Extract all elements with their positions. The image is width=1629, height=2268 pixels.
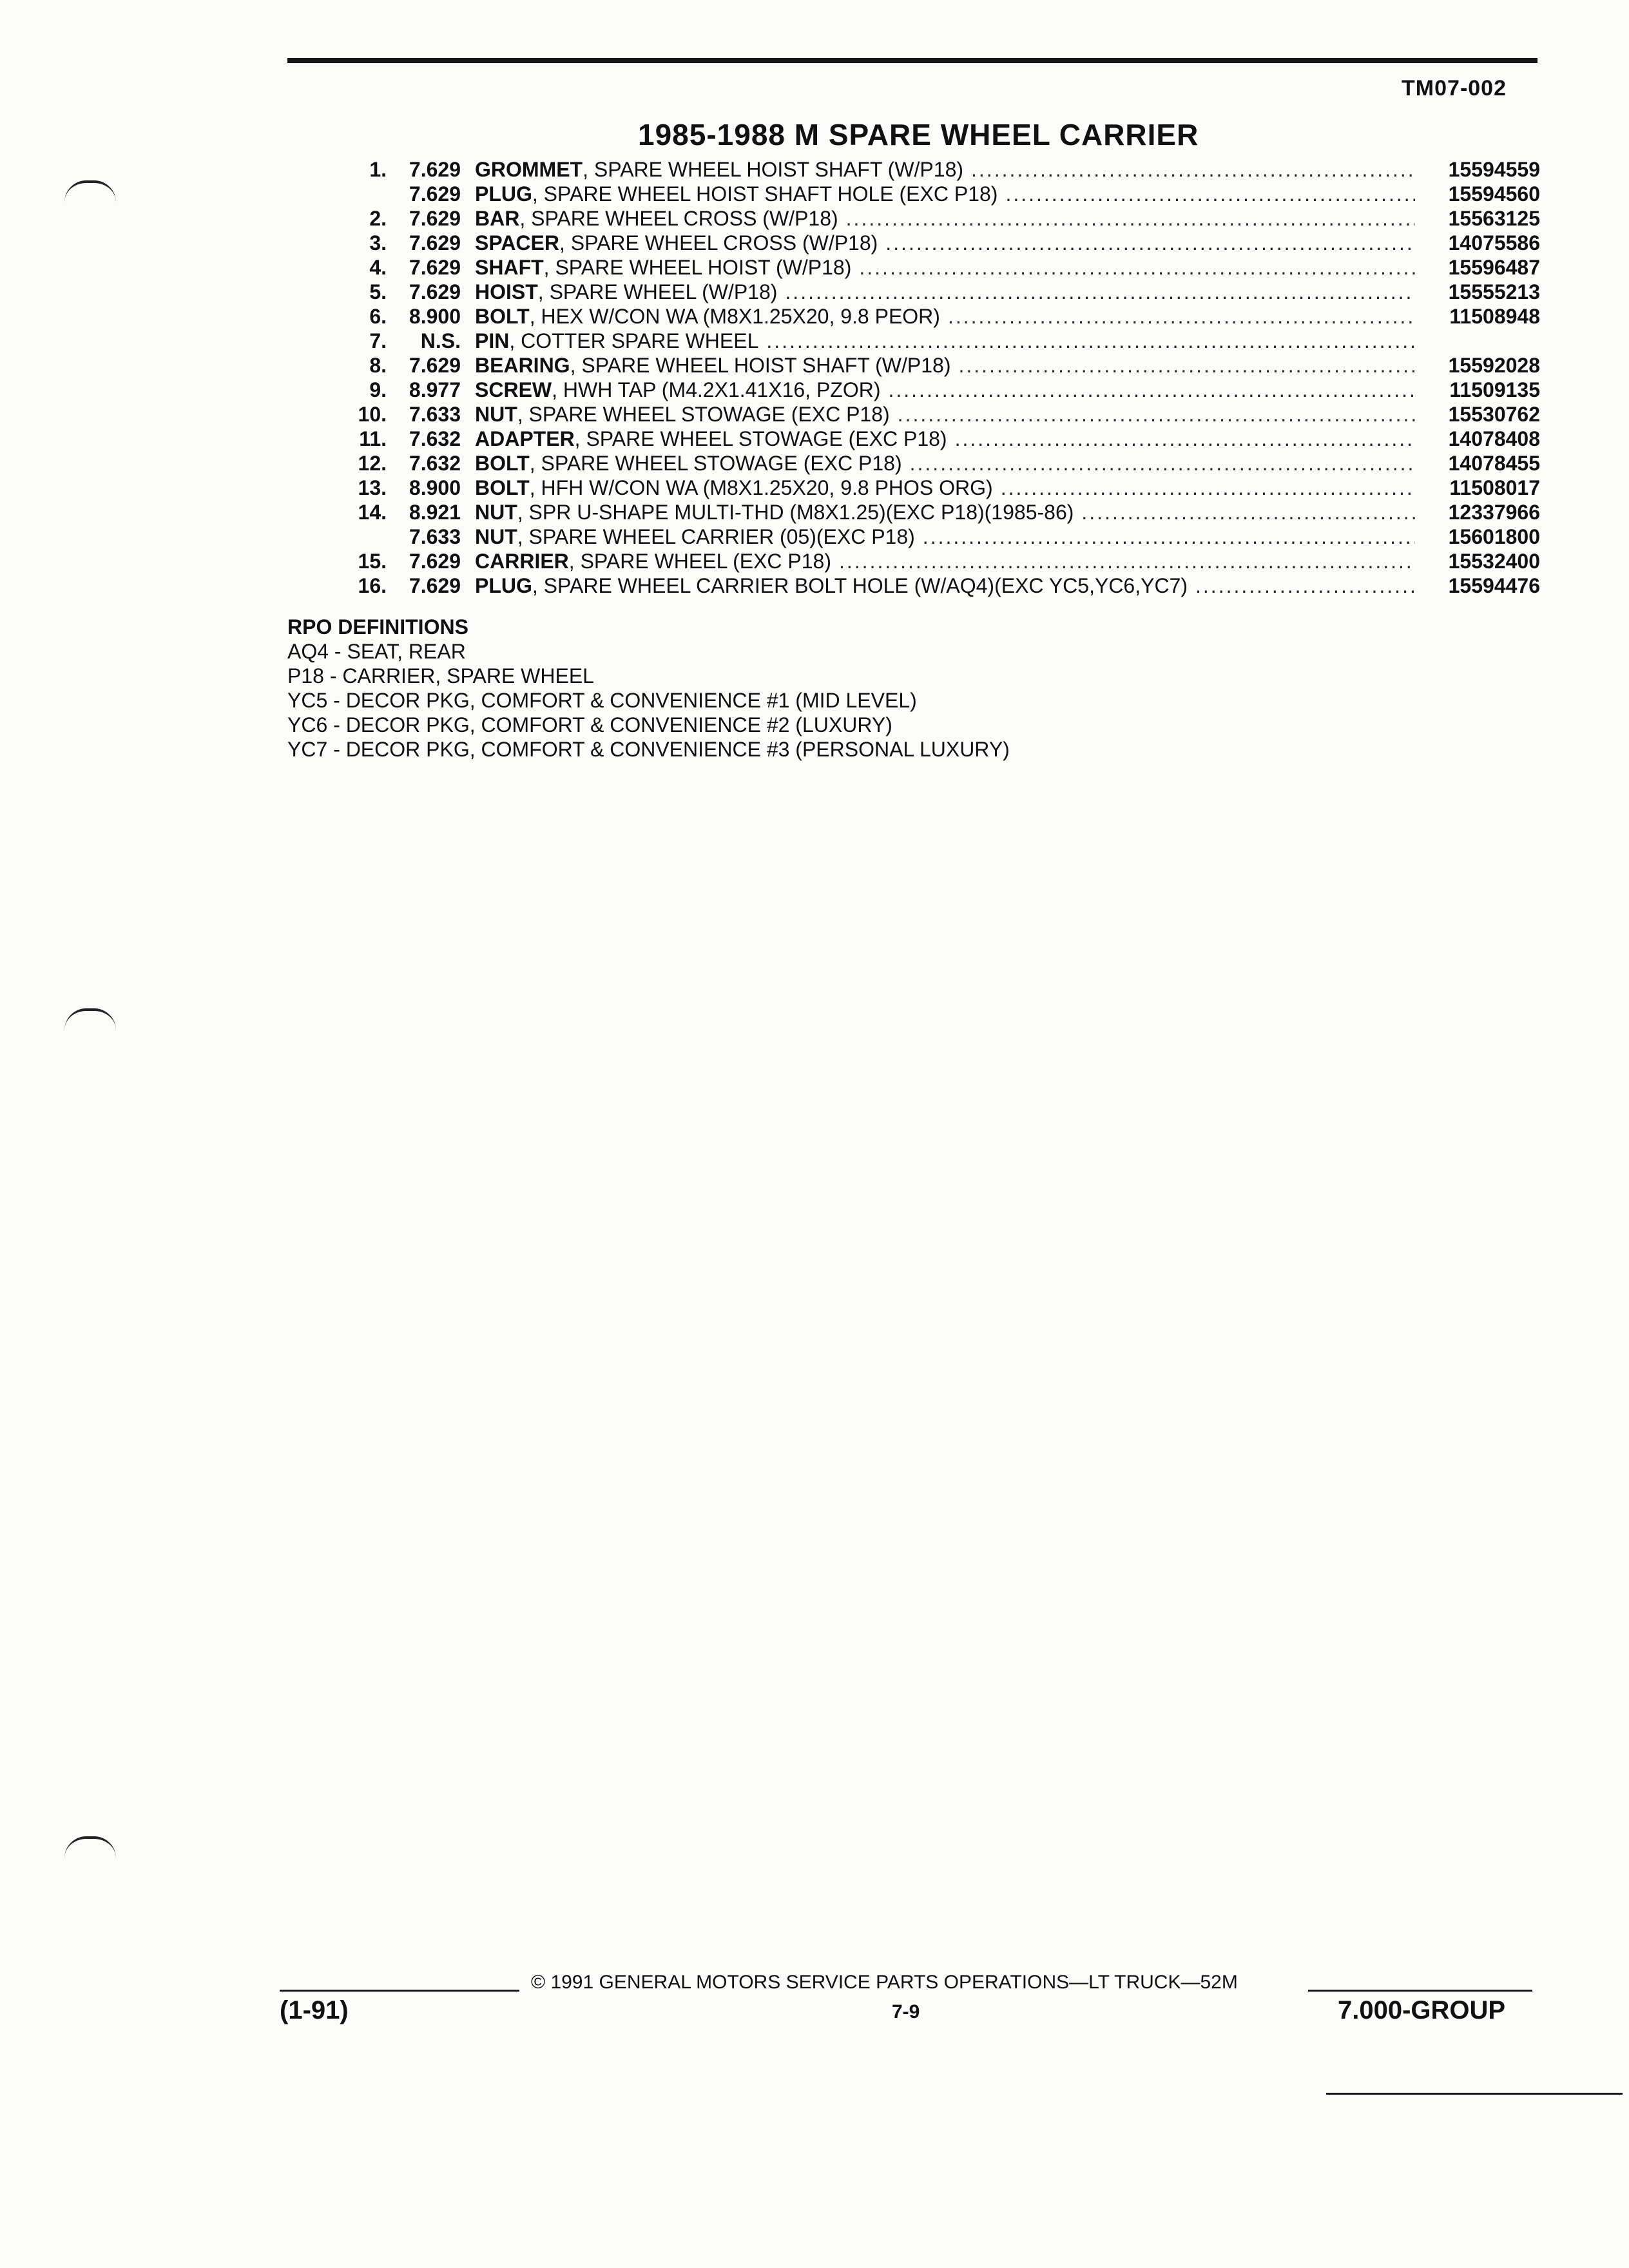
group-number: 7.629: [409, 207, 461, 230]
part-description: [475, 427, 1424, 451]
rpo-heading: RPO DEFINITIONS: [287, 615, 468, 639]
leader-dots: [910, 451, 1415, 476]
leader-dots: [1195, 573, 1415, 598]
group-number: 8.900: [409, 476, 461, 499]
group-number: 7.629: [409, 354, 461, 377]
binder-hole-mark: [64, 180, 116, 202]
part-number: 15594559: [1448, 158, 1540, 181]
part-description: [475, 329, 1424, 353]
parts-list: [342, 157, 1540, 598]
item-number: 6.: [369, 305, 387, 328]
part-description: [475, 500, 1424, 524]
part-detail: , SPR U-SHAPE MULTI-THD (M8X1.25)(EXC P18)(1985-86): [517, 501, 1074, 524]
item-number: 8.: [369, 354, 387, 377]
group-number: 7.629: [409, 231, 461, 255]
item-number: 4.: [369, 256, 387, 279]
parts-row: [342, 402, 1540, 427]
parts-row: [342, 549, 1540, 573]
group-number: 7.633: [409, 525, 461, 548]
part-name: GROMMET: [475, 158, 583, 181]
part-name: PIN: [475, 329, 510, 352]
item-number: 10.: [358, 403, 387, 426]
rpo-definitions: [287, 615, 1010, 762]
item-number: 12.: [358, 452, 387, 475]
binder-hole-mark: [64, 1836, 116, 1858]
part-description: [475, 255, 1424, 280]
part-detail: , HEX W/CON WA (M8X1.25X20, 9.8 PEOR): [529, 305, 940, 328]
group-number: 8.977: [409, 378, 461, 401]
part-name: BOLT: [475, 452, 530, 475]
group-number: 7.629: [409, 280, 461, 303]
part-detail: , SPARE WHEEL HOIST (W/P18): [543, 256, 852, 279]
part-description: [475, 549, 1424, 573]
leader-dots: [885, 231, 1415, 255]
header-rule: [287, 58, 1537, 63]
part-name: PLUG: [475, 182, 532, 206]
part-number: 15555213: [1448, 280, 1540, 303]
leader-dots: [859, 255, 1415, 280]
part-name: ADAPTER: [475, 427, 575, 450]
parts-row: [342, 329, 1540, 353]
part-number: 12337966: [1448, 501, 1540, 524]
leader-dots: [785, 280, 1415, 304]
leader-dots: [1001, 476, 1415, 500]
part-name: SHAFT: [475, 256, 544, 279]
parts-row: [342, 280, 1540, 304]
part-name: PLUG: [475, 574, 532, 597]
group-number: 8.900: [409, 305, 461, 328]
item-number: 14.: [358, 501, 387, 524]
parts-row: [342, 255, 1540, 280]
document-code: TM07-002: [1402, 76, 1507, 101]
group-number: 7.632: [409, 427, 461, 450]
group-number: 7.629: [409, 182, 461, 206]
bottom-rule: [1326, 2093, 1623, 2095]
part-name: NUT: [475, 525, 517, 548]
part-detail: , SPARE WHEEL HOIST SHAFT HOLE (EXC P18): [532, 182, 998, 206]
group-number: 7.633: [409, 403, 461, 426]
item-number: 5.: [369, 280, 387, 303]
parts-row: [342, 476, 1540, 500]
part-number: 15530762: [1448, 403, 1540, 426]
group-number: 7.632: [409, 452, 461, 475]
part-name: SCREW: [475, 378, 552, 401]
part-number: 15592028: [1448, 354, 1540, 377]
part-description: [475, 157, 1424, 182]
part-detail: , SPARE WHEEL CROSS (W/P18): [559, 231, 878, 255]
part-detail: , SPARE WHEEL HOIST SHAFT (W/P18): [583, 158, 964, 181]
part-description: [475, 206, 1424, 231]
part-name: BEARING: [475, 354, 570, 377]
part-detail: , SPARE WHEEL (EXC P18): [568, 550, 831, 573]
leader-dots: [958, 353, 1415, 378]
part-description: [475, 304, 1424, 329]
group-label: 7.000-GROUP: [1338, 1996, 1506, 2024]
part-number: 14078408: [1448, 427, 1540, 450]
item-number: 16.: [358, 574, 387, 597]
part-description: [475, 524, 1424, 549]
part-detail: , HWH TAP (M4.2X1.41X16, PZOR): [552, 378, 881, 401]
part-description: [475, 280, 1424, 304]
part-detail: , SPARE WHEEL HOIST SHAFT (W/P18): [570, 354, 951, 377]
leader-dots: [839, 549, 1415, 573]
item-number: 7.: [369, 329, 387, 352]
part-detail: , HFH W/CON WA (M8X1.25X20, 9.8 PHOS ORG): [529, 476, 993, 499]
parts-row: [342, 427, 1540, 451]
parts-row: [342, 378, 1540, 402]
part-number: 14075586: [1448, 231, 1540, 255]
page-title: 1985-1988 M SPARE WHEEL CARRIER: [638, 118, 1199, 151]
part-number: 14078455: [1448, 452, 1540, 475]
group-number: N.S.: [420, 329, 461, 352]
leader-dots: [971, 157, 1415, 182]
item-number: 13.: [358, 476, 387, 499]
part-number: 15532400: [1448, 550, 1540, 573]
part-number: 15596487: [1448, 256, 1540, 279]
leader-dots: [1081, 500, 1415, 524]
part-number: 15594560: [1448, 182, 1540, 206]
part-number: 11508948: [1449, 305, 1540, 328]
item-number: 15.: [358, 550, 387, 573]
footer-rule-right: [1308, 1990, 1532, 1992]
leader-dots: [955, 427, 1415, 451]
group-number: 7.629: [409, 574, 461, 597]
part-description: [475, 573, 1424, 598]
item-number: 11.: [359, 427, 387, 450]
leader-dots: [888, 378, 1415, 402]
leader-dots: [766, 329, 1415, 353]
binder-hole-mark: [64, 1008, 116, 1030]
part-detail: , COTTER SPARE WHEEL: [509, 329, 759, 352]
part-name: BAR: [475, 207, 520, 230]
part-description: [475, 182, 1424, 206]
parts-row: [342, 231, 1540, 255]
part-name: SPACER: [475, 231, 559, 255]
rpo-item: YC7 - DECOR PKG, COMFORT & CONVENIENCE #3 (PERSONAL LUXURY): [287, 738, 1010, 761]
part-description: [475, 378, 1424, 402]
parts-row: [342, 353, 1540, 378]
group-number: 7.629: [409, 550, 461, 573]
part-description: [475, 353, 1424, 378]
group-number: 7.629: [409, 158, 461, 181]
part-detail: , SPARE WHEEL CROSS (W/P18): [519, 207, 838, 230]
copyright-line: © 1991 GENERAL MOTORS SERVICE PARTS OPERATIONS—LT TRUCK—52M: [531, 1972, 1238, 1993]
item-number: 2.: [369, 207, 387, 230]
leader-dots: [1005, 182, 1415, 206]
part-description: [475, 451, 1424, 476]
part-description: [475, 231, 1424, 255]
parts-row: [342, 573, 1540, 598]
part-number: 11508017: [1449, 476, 1540, 499]
parts-row: [342, 182, 1540, 206]
rpo-item: AQ4 - SEAT, REAR: [287, 640, 466, 663]
leader-dots: [846, 206, 1415, 231]
part-name: BOLT: [475, 476, 530, 499]
part-number: 15563125: [1448, 207, 1540, 230]
rpo-item: P18 - CARRIER, SPARE WHEEL: [287, 664, 594, 687]
part-detail: , SPARE WHEEL (W/P18): [537, 280, 778, 303]
revision-date: (1-91): [280, 1996, 349, 2024]
leader-dots: [898, 402, 1415, 427]
rpo-item: YC6 - DECOR PKG, COMFORT & CONVENIENCE #2 (LUXURY): [287, 713, 892, 736]
part-detail: , SPARE WHEEL CARRIER (05)(EXC P18): [517, 525, 915, 548]
part-detail: , SPARE WHEEL STOWAGE (EXC P18): [574, 427, 947, 450]
parts-row: [342, 524, 1540, 549]
part-name: CARRIER: [475, 550, 569, 573]
parts-row: [342, 206, 1540, 231]
leader-dots: [948, 304, 1415, 329]
part-detail: , SPARE WHEEL STOWAGE (EXC P18): [517, 403, 890, 426]
group-number: 8.921: [409, 501, 461, 524]
part-number: 11509135: [1449, 378, 1540, 401]
part-name: BOLT: [475, 305, 530, 328]
part-name: NUT: [475, 403, 517, 426]
part-description: [475, 476, 1424, 500]
parts-row: [342, 157, 1540, 182]
parts-row: [342, 304, 1540, 329]
parts-row: [342, 451, 1540, 476]
part-detail: , SPARE WHEEL CARRIER BOLT HOLE (W/AQ4)(EXC YC5,YC6,YC7): [532, 574, 1188, 597]
part-name: HOIST: [475, 280, 538, 303]
part-number: 15601800: [1448, 525, 1540, 548]
item-number: 9.: [369, 378, 387, 401]
item-number: 3.: [369, 231, 387, 255]
part-number: 15594476: [1448, 574, 1540, 597]
part-detail: , SPARE WHEEL STOWAGE (EXC P18): [529, 452, 902, 475]
part-description: [475, 402, 1424, 427]
parts-row: [342, 500, 1540, 524]
group-number: 7.629: [409, 256, 461, 279]
rpo-item: YC5 - DECOR PKG, COMFORT & CONVENIENCE #1 (MID LEVEL): [287, 689, 917, 712]
item-number: 1.: [369, 158, 387, 181]
leader-dots: [923, 524, 1415, 549]
footer-rule-left: [280, 1990, 519, 1992]
page-number: 7-9: [892, 2001, 920, 2023]
part-name: NUT: [475, 501, 517, 524]
